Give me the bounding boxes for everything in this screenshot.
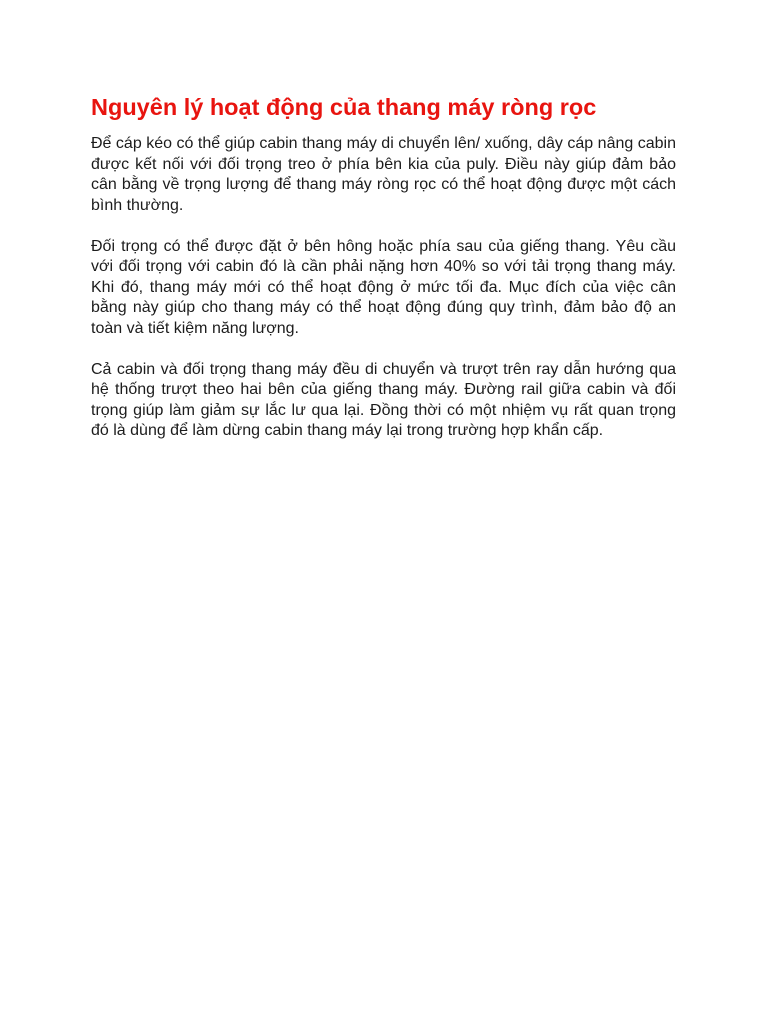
paragraph-3: Cả cabin và đối trọng thang máy đều di chuyển và trượt trên ray dẫn hướng qua hệ thống trượt theo hai bên của giếng thang máy. Đường rail giữa cabin và đối trọng giúp làm giảm sự lắc lư qua lại. Đồng thời có một nhiệm vụ rất quan trọng đó là dùng để làm dừng cabin thang máy lại trong trường hợp khẩn cấp. bbox=[91, 360, 676, 439]
paragraph-1: Để cáp kéo có thể giúp cabin thang máy di chuyển lên/ xuống, dây cáp nâng cabin được kết nối với đối trọng treo ở phía bên kia của puly. Điều này giúp đảm bảo cân bằng về trọng lượng để thang máy ròng rọc có thể hoạt động được một cách bình thường. bbox=[91, 135, 676, 214]
document-content bbox=[91, 92, 676, 442]
paragraph-2: Đối trọng có thể được đặt ở bên hông hoặc phía sau của giếng thang. Yêu cầu với đối trọng với cabin đó là cần phải nặng hơn 40% so với tải trọng thang máy. Khi đó, thang máy mới có thể hoạt động ở mức tối đa. Mục đích của việc cân bằng này giúp cho thang máy có thể hoạt động đúng quy trình, đảm bảo độ an toàn và tiết kiệm năng lượng. bbox=[91, 237, 676, 337]
document-title: Nguyên lý hoạt động của thang máy ròng rọc bbox=[91, 94, 597, 120]
